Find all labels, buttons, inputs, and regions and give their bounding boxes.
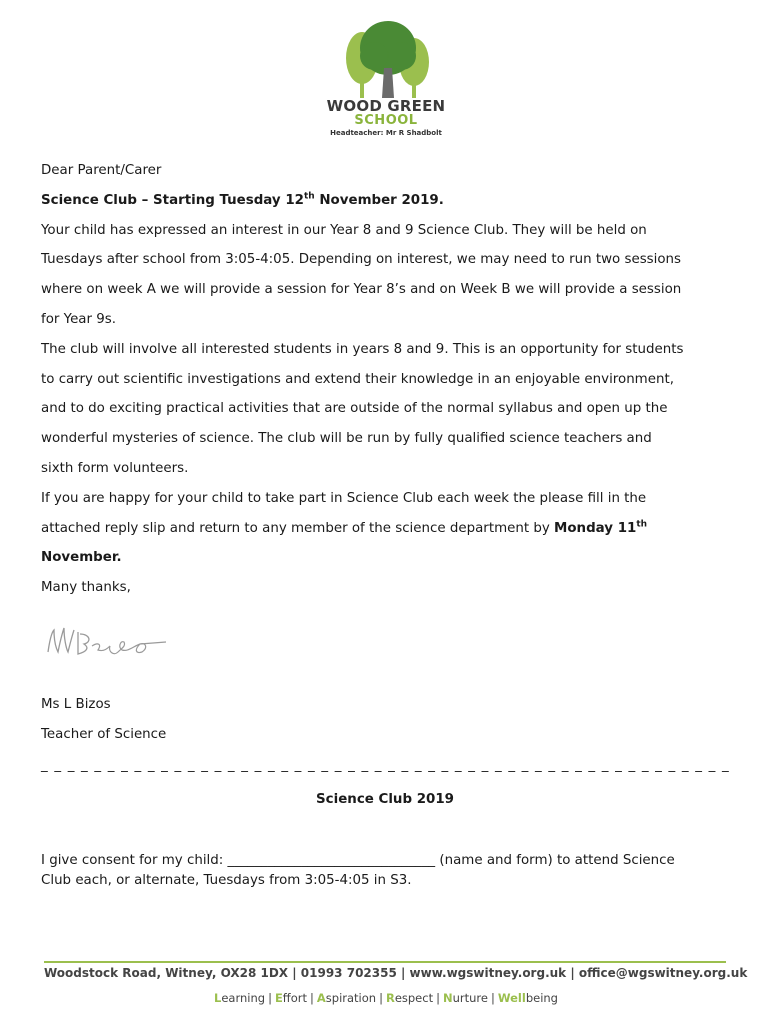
tree-icon	[326, 18, 446, 100]
paragraph-line: Tuesdays after school from 3:05-4:05. Depending on interest, we may need to run two sessions	[41, 252, 682, 268]
value-learning: Learning	[214, 991, 266, 1005]
letter-body	[41, 156, 731, 603]
reply-slip-title: Science Club 2019	[316, 792, 454, 807]
paragraph-line: The club will involve all interested students in years 8 and 9. This is an opportunity for students	[41, 341, 684, 357]
signatory-name: Ms L Bizos	[41, 697, 111, 712]
deadline-month: November.	[41, 550, 122, 566]
paragraph-line: and to do exciting practical activities that are outside of the normal syllabus and open up the	[41, 401, 668, 417]
signature	[44, 622, 174, 666]
paragraph-line: Your child has expressed an interest in our Year 8 and 9 Science Club. They will be held on	[41, 222, 647, 238]
paragraph-line: where on week A we will provide a session for Year 8’s and on Week B we will provide a session	[41, 282, 682, 298]
headteacher-line: Headteacher: Mr R Shadbolt	[330, 129, 442, 137]
paragraph-line: to carry out scientific investigations and extend their knowledge in an enjoyable environment,	[41, 371, 674, 387]
paragraph-line: attached reply slip and return to any member of the science department by Monday 11th	[41, 519, 648, 536]
consent-text	[41, 851, 731, 891]
value-respect: Respect	[385, 991, 434, 1005]
value-wellbeing: Wellbeing	[497, 991, 558, 1005]
footer-divider	[44, 961, 726, 963]
school-subtitle: SCHOOL	[354, 113, 418, 128]
footer-values: Learning | Effort | Aspiration | Respect | Nurture | Wellbeing	[214, 991, 558, 1005]
footer-address: Woodstock Road, Witney, OX28 1DX | 01993 702355 | www.wgswitney.org.uk | office@wgswitney.org.uk	[44, 966, 748, 980]
value-nurture: Nurture	[442, 991, 488, 1005]
school-logo	[316, 18, 456, 143]
value-aspiration: Aspiration	[316, 991, 377, 1005]
paragraph-line: If you are happy for your child to take part in Science Club each week the please fill in the	[41, 490, 647, 506]
closing: Many thanks,	[41, 580, 131, 596]
salutation: Dear Parent/Carer	[41, 163, 162, 178]
value-effort: Effort	[274, 991, 307, 1005]
consent-line: Club each, or alternate, Tuesdays from 3:05-4:05 in S3.	[41, 873, 412, 888]
school-name: WOOD GREEN	[326, 97, 446, 115]
paragraph-line: wonderful mysteries of science. The club will be run by fully qualified science teachers and	[41, 431, 652, 447]
signatory-block	[41, 690, 166, 750]
deadline-date: Monday 11th	[554, 519, 648, 536]
cut-line: _ _ _ _ _ _ _ _ _ _ _ _ _ _ _ _ _ _ _ _ _ _ _ _ _ _ _ _ _ _ _ _ _ _ _ _ _ _ _ _ _ _ _ _ _ _ _ _ _ _ _ _	[41, 758, 730, 773]
signatory-role: Teacher of Science	[41, 727, 167, 742]
paragraph-line: for Year 9s.	[41, 311, 117, 327]
letter-subject: Science Club – Starting Tuesday 12th November 2019.	[41, 191, 444, 208]
consent-line: I give consent for my child: _______________________________ (name and form) to attend Science	[41, 853, 675, 868]
paragraph-line: sixth form volunteers.	[41, 460, 189, 476]
